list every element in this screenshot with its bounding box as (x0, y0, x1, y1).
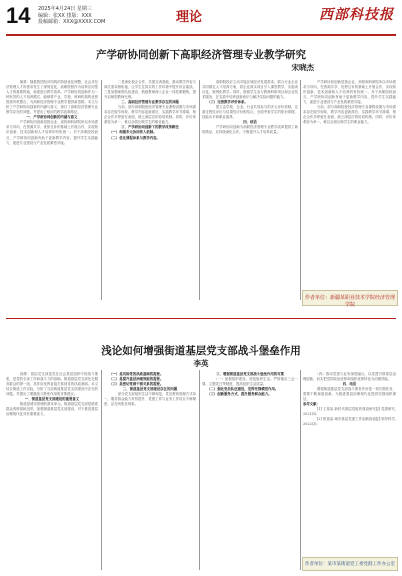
subheading: 一、街道基层党支部建设的重要意义 (24, 397, 80, 402)
article1-column-2 (104, 80, 196, 302)
subheading: （三）是密切党群干群关系的需要。 (104, 382, 164, 387)
column-divider (199, 370, 200, 570)
article2-column-3 (202, 372, 298, 572)
paragraph: 产学研协同创新为高职经济管理专业教学改革提供了新的路径，应持续深化合作，不断提升人才培养质量。 (202, 125, 298, 135)
article1-author: 宋晓杰 (291, 63, 314, 72)
paragraph: 摘要：随着我国经济结构的持续优化调整，社会对经济管理人才的需求发生了深刻变化，高职院校作为培养应用型人才的重要阵地，亟需进行教学改革。产学研协同创新作为一种有效的人才培养模式，能够将产业、学校、科研机构的优势资源有机整合，为高职经济管理专业教学提供新思路。本文分析了产学研协同创新的内涵与意义，探讨了高职经济管理专业教学存在的问题，并提出了相应的教学改革路径。 (6, 80, 98, 115)
paragraph: （一）加强组织建设，规范组织生活。严格落实三会一课、主题党日等制度，提高组织生活质量。 (202, 377, 298, 387)
article1-column-3 (202, 80, 298, 302)
subheading: （一）是巩固党的执政基础的需要。 (104, 372, 164, 376)
subheading: （一）构建多元协同育人机制。 (104, 130, 157, 135)
paragraph: （四）推动党建与业务深度融合，以党建引领基层治理创新，切实把党的政治优势和组织优势转化为治理效能。 (303, 372, 396, 382)
issue-meta (38, 6, 105, 26)
article-divider (6, 318, 396, 319)
paragraph: 产学研协同创新是指企业、高校和科研院所以市场需求为导向，在资源共享、优势互补的基础上开展合作，实现知识创新、技术创新和人才培养的有机统一。对于高职院校而言，产学研协同创新有助于更新教学内容，提升学生实践能力，促进专业建设与产业发展紧密对接。 (6, 120, 98, 145)
subheading: 二、高职经济管理专业教学存在的问题 (121, 100, 179, 105)
subheading: （二）强化党员队伍建设，发挥先锋模范作用。 (202, 387, 279, 392)
section-title: 理论 (176, 10, 203, 25)
reference-item: [2] 张某某.城市基层党建工作创新探索[J].领导科学,2022(3). (303, 417, 396, 427)
paragraph: 摘要：基层党支部是党在社会基层组织中的战斗堡垒，是党的全部工作和战斗力的基础。街道基层党支部处在服务群众的第一线，其作用发挥直接关系到党的执政基础。本文结合街道工作实际，分析了当前街道基层党支部建设中存在的问题，并提出了增强战斗堡垒作用的对策建议。 (6, 372, 98, 397)
paragraph: 产学研协同创新是指企业、高校和科研院所以市场需求为导向，在资源共享、优势互补的基础上开展合作，实现知识创新、技术创新和人才培养的有机统一。对于高职院校而言，产学研协同创新有助于更新教学内容，提升学生实践能力，促进专业建设与产业发展紧密对接。 (303, 80, 396, 105)
paragraph: 高职院校应主动对接区域经济发展需求，联合行业企业共同制定人才培养方案，将企业真实项目引入课堂教学，实施项目化、案例化教学。同时，鼓励学生参与教师科研项目和企业技术服务，在实践中培养创新意识与解决实际问题的能力。 (202, 80, 298, 100)
subheading: （二）是提升基层治理效能的需要。 (104, 377, 164, 382)
column-divider (300, 370, 301, 570)
paragraph: 二是深化校企合作，共建实训基地，推动教学内容与岗位需求相衔接，让学生在真实的工作环境中提升综合素质。三是加强师资队伍建设，鼓励教师深入企业一线挂职锻炼，提升双师型教师比例。 (104, 80, 196, 100)
email-line: 投稿邮箱：XXX@XXXX.COM (38, 19, 106, 25)
references-heading: 参考文献： (303, 402, 320, 407)
column-divider (300, 80, 301, 300)
article1-title: 产学研协同创新下高职经济管理专业教学研究 (96, 49, 306, 61)
article2-author: 李英 (193, 359, 209, 368)
article2-title: 浅论如何增强街道基层党支部战斗堡垒作用 (101, 345, 301, 357)
header-rule (6, 34, 396, 36)
article1-column-4 (303, 80, 396, 285)
page-header (0, 0, 402, 34)
editor-line: 编辑：张XX 排版：XXX (38, 12, 92, 19)
date-line: 2025年4月24日 星期三 (38, 6, 92, 12)
article1-affiliation: 作者单位：新疆某职业技术学院经济管理学院 (304, 295, 395, 308)
article2-affiliation-box (302, 557, 398, 571)
article2-column-1 (6, 372, 98, 572)
paragraph: 增强街道基层党支部战斗堡垒作用是一项长期任务，需要不断探索创新，为推进基层治理现代化提供坚强组织保证。 (303, 387, 396, 402)
paragraph: 当前，部分高职院校经济管理专业课程设置与市场需求存在脱节现象，教学内容更新滞后，实践教学环节薄弱，校企合作多停留在表面，缺乏深层次的协同机制。同时，评价体系较为单一，难以全面反映学生的职业能力。 (303, 105, 396, 125)
article2-column-2 (104, 372, 196, 572)
subheading: （三）创新服务方式，提升服务群众能力。 (202, 392, 272, 397)
subheading: 二、街道基层党支部建设存在的问题 (122, 387, 178, 392)
paragraph: 街道是城市管理的基本单元，街道基层党支部是联系群众的桥梁和纽带，加强街道基层党支部建设，对于推进基层治理现代化具有重要意义。 (6, 402, 98, 417)
column-divider (199, 80, 200, 300)
subheading: 三、产学研协同创新下的教学改革路径 (121, 125, 179, 130)
masthead-logo: 西部科技报 (319, 7, 394, 23)
subheading: 一、产学研协同创新的内涵与意义 (26, 115, 78, 120)
paragraph: 建立由学校、企业、行业共同参与的多元评价机制，注重过程性评价与结果性评价相结合，全面考查学生的知识掌握、技能水平和职业素养。 (202, 105, 298, 120)
article2-column-4 (303, 372, 396, 554)
subheading: （二）优化课程体系与教学内容。 (104, 135, 160, 140)
paragraph: 当前，部分高职院校经济管理专业课程设置与市场需求存在脱节现象，教学内容更新滞后，实践教学环节薄弱，校企合作多停留在表面，缺乏深层次的协同机制。同时，评价体系较为单一，难以全面反映学生的职业能力。 (104, 105, 196, 125)
article1-column-1 (6, 80, 98, 302)
subheading: （三）完善教学评价体系。 (202, 100, 248, 105)
subheading: 三、增强街道基层党支部战斗堡垒作用的对策 (216, 372, 284, 376)
subheading: 四、结语 (342, 382, 357, 387)
subheading: 四、结语 (243, 120, 257, 125)
article2-affiliation: 作者单位：某市某街道党工委党群工作办公室 (305, 562, 395, 567)
paragraph: 部分党支部组织生活不够规范，党员教育管理方式单一，服务群众能力有待提升，党建工作与业务工作结合不够紧密，存在两张皮现象。 (104, 392, 196, 407)
page-number: 14 (6, 3, 31, 28)
reference-item: [1] 王某某.新时代基层党组织建设研究[J].党建研究,2021(5). (303, 407, 396, 417)
article1-affiliation-box (302, 290, 398, 306)
column-divider (101, 370, 102, 570)
column-divider (101, 80, 102, 300)
